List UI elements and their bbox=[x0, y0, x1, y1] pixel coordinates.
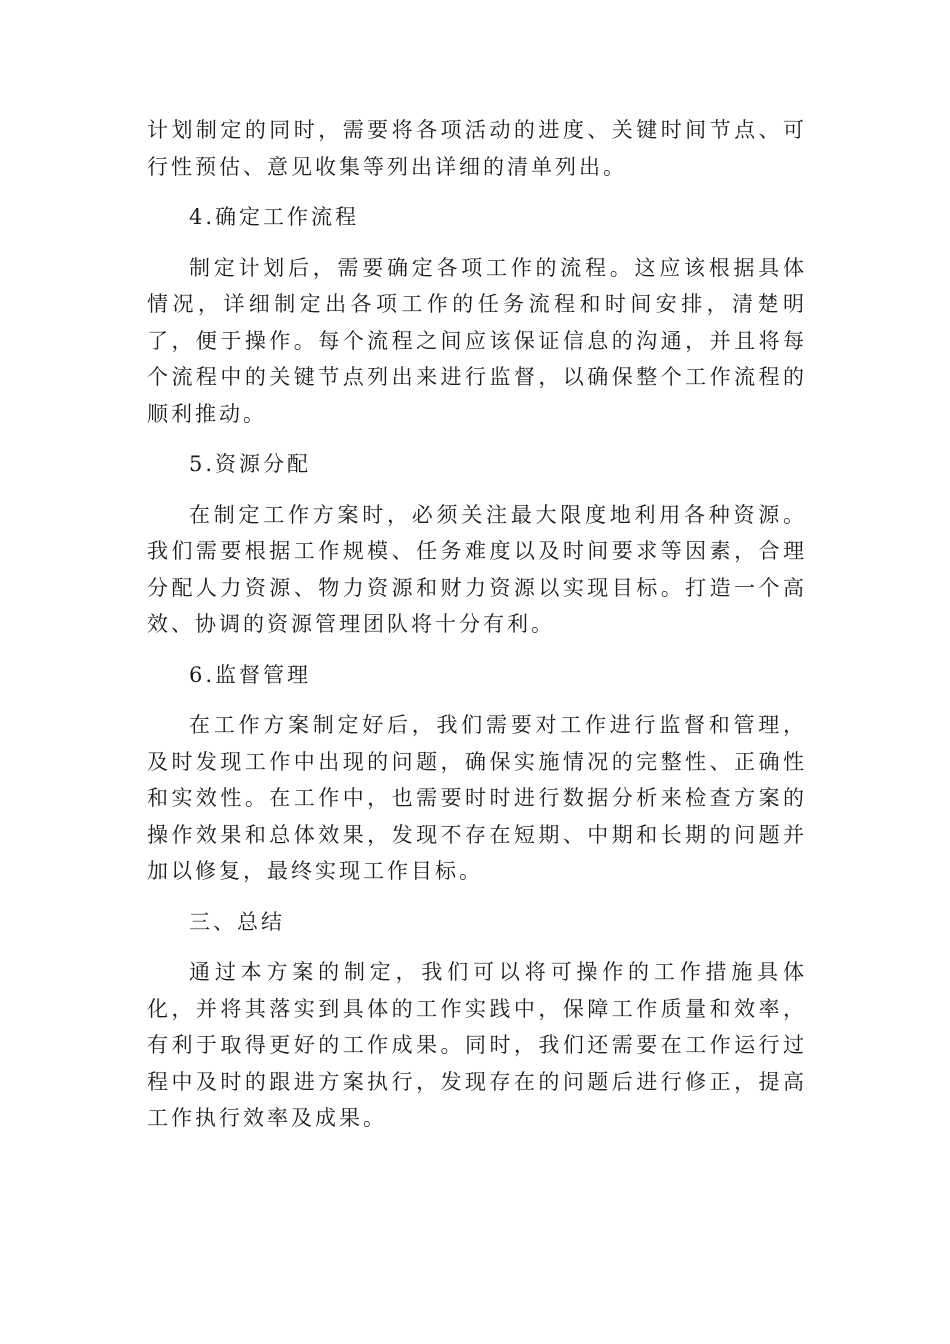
paragraph-workflow: 制定计划后，需要确定各项工作的流程。这应该根据具体情况，详细制定出各项工作的任务流程和时间安排，清楚明了，便于操作。每个流程之间应该保证信息的沟通，并且将每个流程中的关键节点列出来进行监督，以确保整个工作流程的顺利推动。 bbox=[147, 255, 807, 426]
paragraph-resource-allocation: 在制定工作方案时，必须关注最大限度地利用各种资源。我们需要根据工作规模、任务难度以及时间要求等因素，合理分配人力资源、物力资源和财力资源以实现目标。打造一个高效、协调的资源管理团队将十分有利。 bbox=[147, 502, 807, 636]
document-body bbox=[147, 112, 807, 1151]
heading-supervision: 6.监督管理 bbox=[189, 662, 312, 687]
paragraph-summary: 通过本方案的制定，我们可以将可操作的工作措施具体化，并将其落实到具体的工作实践中，保障工作质量和效率，有利于取得更好的工作成果。同时，我们还需要在工作运行过程中及时的跟进方案执行，发现存在的问题后进行修正，提高工作执行效率及成果。 bbox=[147, 960, 807, 1130]
heading-workflow: 4.确定工作流程 bbox=[189, 205, 360, 229]
heading-resource-allocation: 5.资源分配 bbox=[189, 452, 312, 476]
paragraph-supervision: 在工作方案制定好后，我们需要对工作进行监督和管理，及时发现工作中出现的问题，确保实施情况的完整性、正确性和实效性。在工作中，也需要时时进行数据分析来检查方案的操作效果和总体效果，发现不存在短期、中期和长期的问题并加以修复，最终实现工作目标。 bbox=[147, 713, 807, 883]
heading-summary: 三、总结 bbox=[189, 909, 285, 934]
paragraph-plan-continuation: 计划制定的同时，需要将各项活动的进度、关键时间节点、可行性预估、意见收集等列出详细的清单列出。 bbox=[147, 118, 807, 179]
